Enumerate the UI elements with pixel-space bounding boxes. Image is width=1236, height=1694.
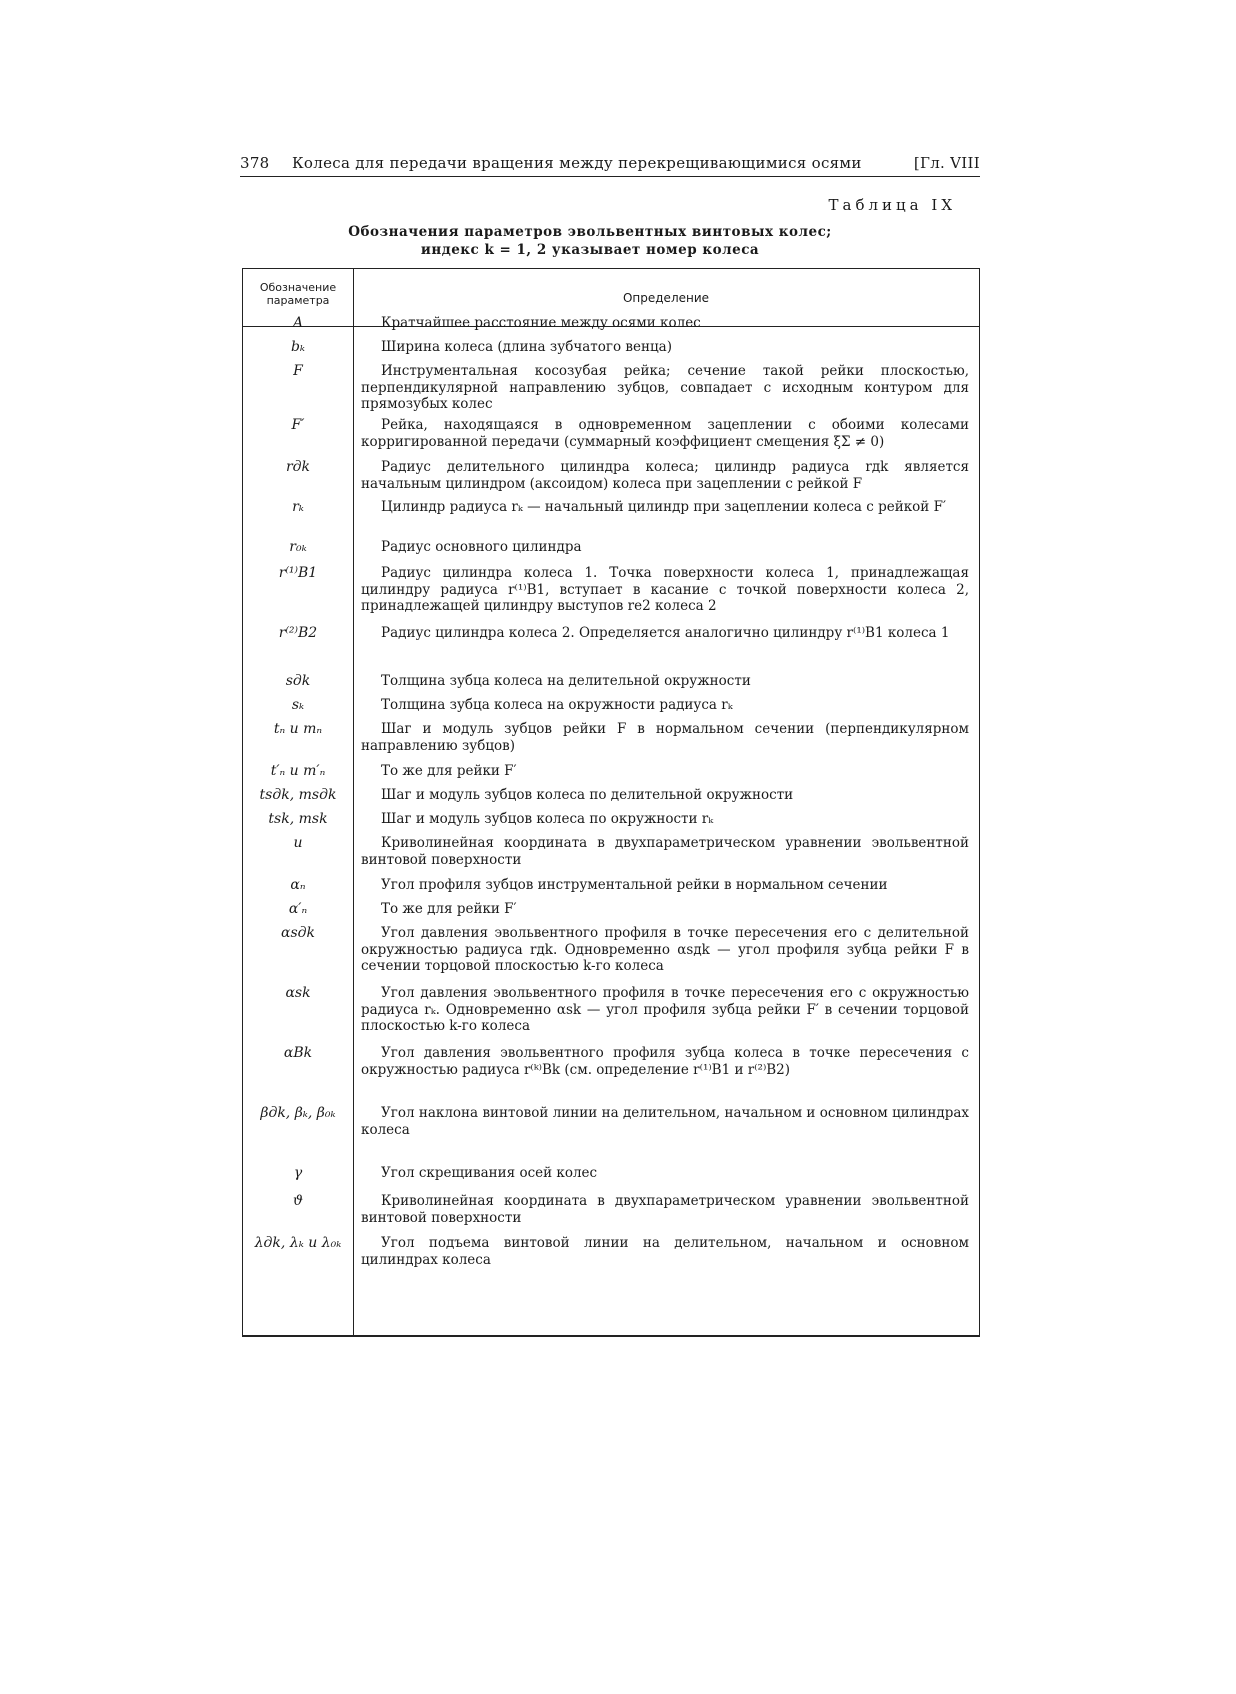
row-definition: Кратчайшее расстояние между осями колес [381, 315, 701, 331]
running-title: Колеса для передачи вращения между перекрещивающимися осями [292, 154, 862, 172]
row-definition: Угол давления эвольвентного профиля в точке пересечения его с делительной окружностью радиуса rдk. Одновременно αsдk — угол профиля зубца рейки F в сечении торцовой плоскостью k-го колеса [361, 925, 969, 974]
row-symbol: tsk, msk [268, 811, 328, 827]
row-definition: Рейка, находящаяся в одновременном зацеплении с обоими колесами корригированной передачи (суммарный коэффициент смещения ξΣ ≠ 0) [361, 417, 969, 450]
page-number: 378 [240, 154, 270, 172]
row-definition: То же для рейки F′ [381, 901, 517, 917]
row-definition: Радиус основного цилиндра [381, 539, 582, 555]
row-definition: Криволинейная координата в двухпараметрическом уравнении эвольвентной винтовой поверхности [361, 1193, 969, 1226]
row-definition: Криволинейная координата в двухпараметрическом уравнении эвольвентной винтовой поверхности [361, 835, 969, 868]
row-symbol: rₖ [292, 499, 304, 515]
table-label: Таблица IX [828, 196, 956, 214]
row-symbol: F′ [291, 417, 305, 433]
row-symbol: tₙ и mₙ [273, 721, 323, 737]
row-symbol: αBk [283, 1045, 313, 1061]
row-definition: Радиус цилиндра колеса 1. Точка поверхности колеса 1, принадлежащая цилиндру радиуса r⁽¹⁾B1, вступает в касание с точкой поверхности колеса 2, принадлежащей цилиндру выступов rе2 колеса 2 [361, 565, 969, 614]
row-definition: Шаг и модуль зубцов колеса по окружности rₖ [381, 811, 714, 827]
row-definition: Угол наклона винтовой линии на делительном, начальном и основном цилиндрах колеса [361, 1105, 969, 1138]
row-symbol: u [293, 835, 303, 851]
row-symbol: rдk [285, 459, 311, 475]
row-symbol: r⁽¹⁾B1 [278, 565, 318, 581]
parameters-table [242, 268, 980, 1337]
row-symbol: r⁽²⁾B2 [278, 625, 318, 641]
row-symbol: sₖ [291, 697, 305, 713]
column-divider [353, 269, 354, 1335]
row-symbol: βдk, βₖ, β₀ₖ [260, 1105, 336, 1121]
row-definition: Шаг и модуль зубцов колеса по делительной окружности [381, 787, 794, 803]
row-symbol: λдk, λₖ и λ₀ₖ [254, 1235, 342, 1251]
row-definition: Толщина зубца колеса на делительной окружности [381, 673, 751, 689]
row-definition: Радиус делительного цилиндра колеса; цилиндр радиуса rдk является начальным цилиндром (аксоидом) колеса при зацеплении с рейкой F [361, 459, 969, 492]
row-definition: Шаг и модуль зубцов рейки F в нормальном сечении (перпендикулярном направлению зубцов) [361, 721, 969, 754]
row-symbol: αsk [285, 985, 311, 1001]
row-symbol: γ [293, 1165, 303, 1181]
row-definition: Угол скрещивания осей колес [381, 1165, 598, 1181]
row-symbol: r₀ₖ [289, 539, 307, 555]
row-definition: Радиус цилиндра колеса 2. Определяется аналогично цилиндру r⁽¹⁾B1 колеса 1 [381, 625, 950, 641]
row-symbol: ϑ [292, 1193, 303, 1209]
row-definition: Угол подъема винтовой линии на делительном, начальном и основном цилиндрах колеса [361, 1235, 969, 1268]
row-symbol: α′ₙ [288, 901, 308, 917]
table-caption-line-1: Обозначения параметров эвольвентных винтовых колес; [348, 224, 832, 240]
chapter-label: [Гл. VIII [913, 154, 980, 172]
row-symbol: αₙ [290, 877, 306, 893]
row-definition: То же для рейки F′ [381, 763, 517, 779]
row-symbol: tsдk, msдk [259, 787, 337, 803]
column-header-definition: Определение [622, 291, 710, 305]
row-definition: Угол профиля зубцов инструментальной рейки в нормальном сечении [381, 877, 888, 893]
running-header [240, 150, 980, 177]
row-symbol: sдk [285, 673, 311, 689]
row-symbol: F [293, 363, 303, 379]
row-definition: Угол давления эвольвентного профиля зубца колеса в точке пересечения с окружностью радиуса r⁽ᵏ⁾Bk (см. определение r⁽¹⁾B1 и r⁽²⁾B2) [361, 1045, 969, 1078]
row-definition: Ширина колеса (длина зубчатого венца) [381, 339, 672, 355]
row-symbol: bₖ [290, 339, 306, 355]
row-definition: Угол давления эвольвентного профиля в точке пересечения его с окружностью радиуса rₖ. Одновременно αsk — угол профиля зубца рейки F′ в сечении торцовой плоскостью k-го колеса [361, 985, 969, 1034]
row-definition: Инструментальная косозубая рейка; сечение такой рейки плоскостью, перпендикулярной направлению зубцов, совпадает с исходным контуром для прямозубых колес [361, 363, 969, 412]
row-symbol: αsдk [281, 925, 315, 941]
row-symbol: A [292, 315, 304, 331]
table-caption-line-2: индекс k = 1, 2 указывает номер колеса [420, 242, 760, 258]
row-symbol: t′ₙ и m′ₙ [270, 763, 326, 779]
column-header-symbol: Обозначение параметра [259, 281, 337, 307]
row-definition: Цилиндр радиуса rₖ — начальный цилиндр при зацеплении колеса с рейкой F′ [381, 499, 947, 515]
row-definition: Толщина зубца колеса на окружности радиуса rₖ [381, 697, 733, 713]
